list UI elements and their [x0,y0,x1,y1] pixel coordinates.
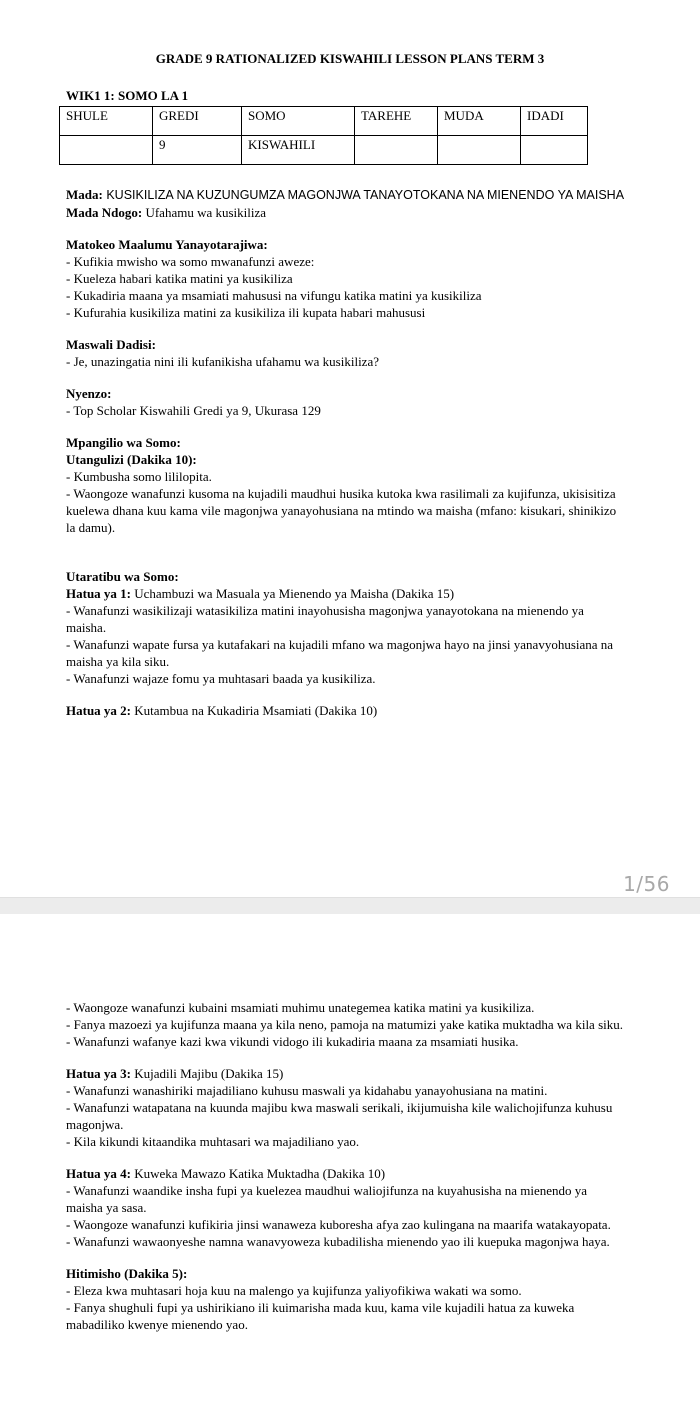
page-2-body [66,999,626,1333]
list-item: - Wanafunzi watapatana na kuunda majibu kwa maswali serikali, ikijumuisha kile walichojifunza kuhusu magonjwa. [66,1100,613,1132]
hatua-1-line [66,585,626,602]
list-item: - Wanafunzi wajaze fomu ya muhtasari baada ya kusikiliza. [66,671,376,686]
table-header-cell: MUDA [438,107,521,136]
table-header-cell: SOMO [242,107,355,136]
list-item: - Kila kikundi kitaandika muhtasari wa majadiliano yao. [66,1134,360,1149]
nyenzo-heading: Nyenzo: [66,386,112,401]
mada-text: KUSIKILIZA NA KUZUNGUMZA MAGONJWA TANAYOTOKANA NA MIENENDO YA MAISHA [106,188,625,202]
table-cell [438,136,521,165]
utaratibu-heading: Utaratibu wa Somo: [66,569,179,584]
list-item: - Top Scholar Kiswahili Gredi ya 9, Ukurasa 129 [66,403,321,418]
list-item: - Waongoze wanafunzi kubaini msamiati muhimu unategemea katika matini ya kusikiliza. [66,1000,535,1015]
utangulizi-heading: Utangulizi (Dakika 10): [66,452,197,467]
hatua-4-title: Kuweka Mawazo Katika Muktadha (Dakika 10) [134,1166,386,1181]
list-item: - Kufurahia kusikiliza matini za kusikiliza ili kupata habari mahususi [66,305,426,320]
list-item: - Wanafunzi wawaonyeshe namna wanavyoweza kubadilisha mienendo yao ili kuepuka magonjwa haya. [66,1234,610,1249]
matokeo-heading: Matokeo Maalumu Yanayotarajiwa: [66,237,268,252]
list-item: - Wanafunzi wasikilizaji watasikiliza matini inayohusisha magonjwa yanayotokana na mienendo ya maisha. [66,603,584,635]
hatua-2-label: Hatua ya 2: [66,703,131,718]
mada-ndogo-line [66,204,626,221]
table-cell [355,136,438,165]
mada-ndogo-text: Ufahamu wa kusikiliza [145,205,267,220]
hatua-3-title: Kujadili Majibu (Dakika 15) [134,1066,284,1081]
list-item: - Kukadiria maana ya msamiati mahususi na vifungu katika matini ya kusikiliza [66,288,482,303]
hatua-1-label: Hatua ya 1: [66,586,131,601]
document-title: GRADE 9 RATIONALIZED KISWAHILI LESSON PLANS TERM 3 [155,51,545,66]
hatua-4-label: Hatua ya 4: [66,1166,131,1181]
table-header-cell: TAREHE [355,107,438,136]
list-item: - Wanafunzi wapate fursa ya kutafakari na kujadili mfano wa magonjwa hayo na jinsi yanavyohusiana na maisha ya kila siku. [66,637,614,669]
list-item: - Eleza kwa muhtasari hoja kuu na malengo ya kujifunza yaliyofikiwa wakati wa somo. [66,1283,522,1298]
mpangilio-heading: Mpangilio wa Somo: [66,435,181,450]
list-item: - Fanya mazoezi ya kujifunza maana ya kila neno, pamoja na matumizi yake katika muktadha wa kila siku. [66,1017,623,1032]
list-item: - Kufikia mwisho wa somo mwanafunzi aweze: [66,254,315,269]
document-page-2 [0,914,700,1416]
lesson-info-table [59,106,588,165]
table-cell: KISWAHILI [242,136,355,165]
mada-ndogo-label: Mada Ndogo: [66,205,143,220]
table-cell [60,136,153,165]
hatua-3-label: Hatua ya 3: [66,1066,131,1081]
maswali-heading: Maswali Dadisi: [66,337,156,352]
table-header-cell: IDADI [521,107,588,136]
list-item: - Wanafunzi waandike insha fupi ya kuelezea maudhui waliojifunza na kuyahusisha na mienendo ya maisha ya sasa. [66,1183,588,1215]
hatua-4-line [66,1165,626,1182]
list-item: - Wanafunzi wafanye kazi kwa vikundi vidogo ili kukadiria maana za msamiati husika. [66,1034,519,1049]
list-item: - Kueleza habari katika matini ya kusikiliza [66,271,293,286]
list-item: - Kumbusha somo lililopita. [66,469,212,484]
page-indicator: 1/56 [623,872,670,896]
table-row [60,136,588,165]
hatua-1-title: Uchambuzi wa Masuala ya Mienendo ya Maisha (Dakika 15) [134,586,455,601]
list-item: - Wanafunzi wanashiriki majadiliano kuhusu maswali ya kidahabu yanayohusiana na matini. [66,1083,548,1098]
table-header-cell: GREDI [153,107,242,136]
mada-label: Mada: [66,187,103,202]
list-item: - Waongoze wanafunzi kusoma na kujadili maudhui husika kutoka kwa rasilimali za kujifunza, ukisisitiza kuelewa dhana kuu kama vile magonjwa yanayohusiana na mtindo wa maisha (mfano: kisukari, shinikizo la damu). [66,486,617,535]
hatua-2-line [66,702,626,719]
list-item: - Fanya shughuli fupi ya ushirikiano ili kuimarisha mada kuu, kama vile kujadili hatua za kuweka mabadiliko kwenye mienendo yao. [66,1300,575,1332]
table-header-row [60,107,588,136]
page-separator [0,897,700,915]
page-1-body [66,186,626,719]
list-item: - Je, unazingatia nini ili kufanikisha ufahamu wa kusikiliza? [66,354,379,369]
hitimisho-heading: Hitimisho (Dakika 5): [66,1266,188,1281]
list-item: - Waongoze wanafunzi kufikiria jinsi wanaweza kuboresha afya zao kulingana na maarifa watakayopata. [66,1217,611,1232]
mada-line [66,186,626,204]
table-cell [521,136,588,165]
hatua-3-line [66,1065,626,1082]
hatua-2-title: Kutambua na Kukadiria Msamiati (Dakika 10) [134,703,378,718]
table-cell: 9 [153,136,242,165]
table-header-cell: SHULE [60,107,153,136]
week-lesson-label: WIK1 1: SOMO LA 1 [66,88,189,103]
